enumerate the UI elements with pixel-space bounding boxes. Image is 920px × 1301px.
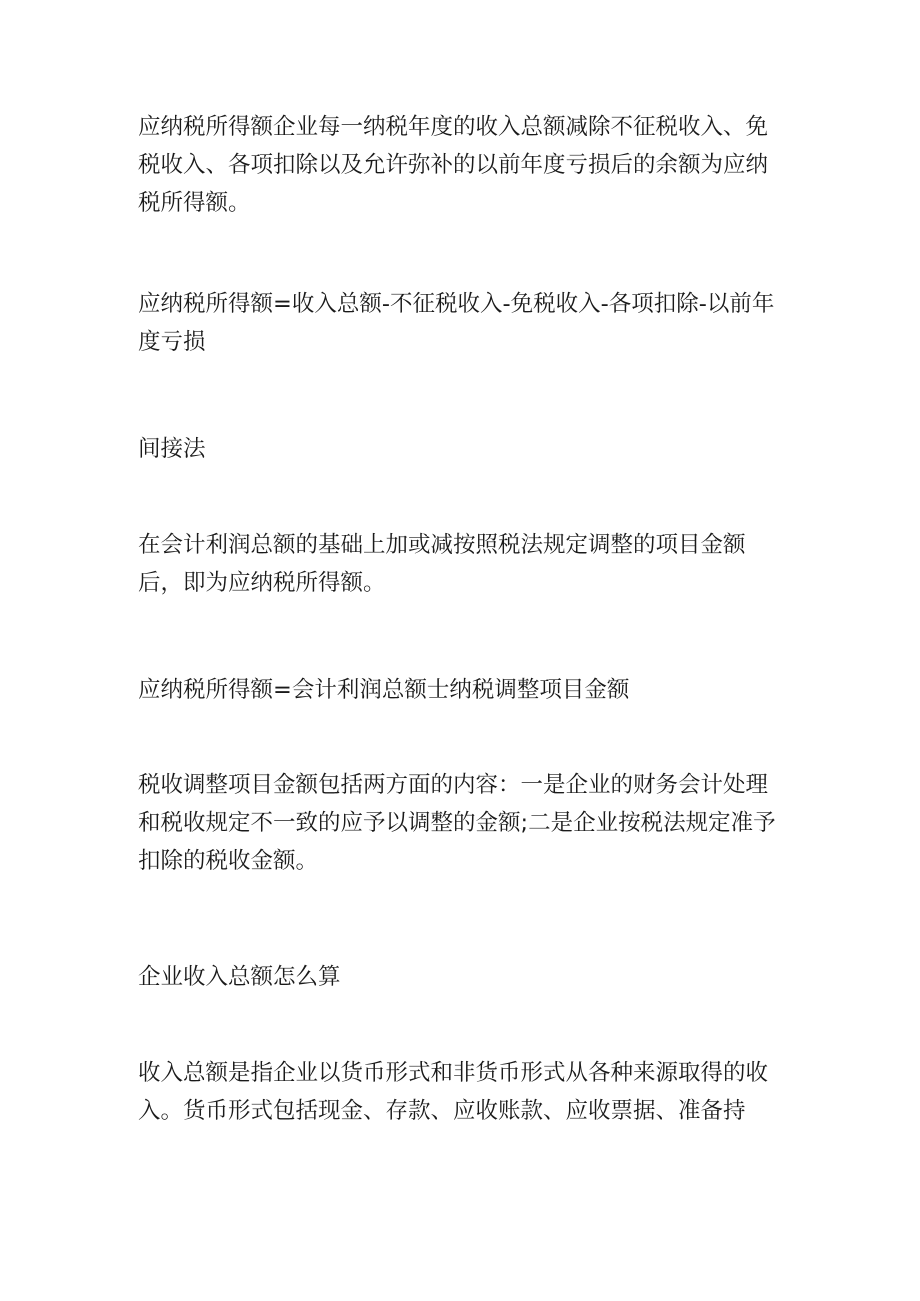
paragraph-formula-indirect: 应纳税所得额=会计利润总额士纳税调整项目金额 — [138, 677, 630, 703]
paragraph-definition: 应纳税所得额企业每一纳税年度的收入总额减除不征税收入、免税收入、各项扣除以及允许弥补的以前年度亏损后的余额为应纳税所得额。 — [138, 114, 769, 216]
paragraph-formula-direct: 应纳税所得额=收入总额-不征税收入-免税收入-各项扣除-以前年度亏损 — [138, 291, 775, 355]
heading-total-income: 企业收入总额怎么算 — [138, 964, 341, 990]
paragraph-total-income-definition: 收入总额是指企业以货币形式和非货币形式从各种来源取得的收入。货币形式包括现金、存款、应收账款、应收票据、准备持 — [138, 1060, 769, 1124]
heading-indirect-method: 间接法 — [138, 436, 206, 462]
paragraph-adjustment-items: 税收调整项目金额包括两方面的内容：一是企业的财务会计处理和税收规定不一致的应予以调整的金额;二是企业按税法规定准予扣除的税收金额。 — [138, 772, 776, 874]
paragraph-indirect-description: 在会计利润总额的基础上加或减按照税法规定调整的项目金额后，即为应纳税所得额。 — [138, 532, 746, 596]
